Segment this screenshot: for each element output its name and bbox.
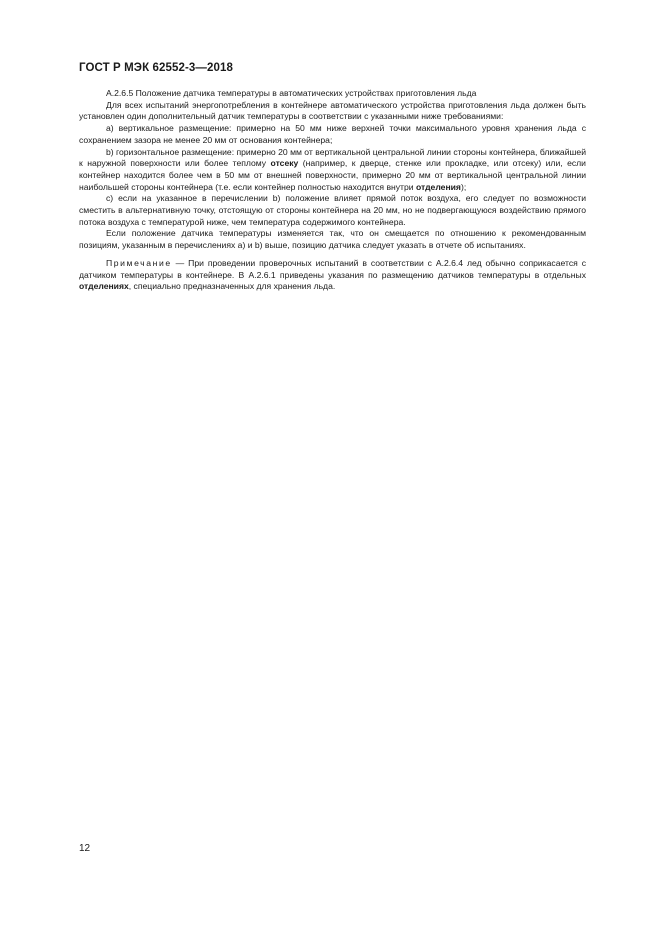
note-text-1: — При проведении проверочных испытаний в соответствии с А.2.6.4 лед обычно соприкасается с датчиком температуры в контейнере. В А.2.6.1 приведены указания по размещению датчиков температуры в отдельных xyxy=(79,257,586,280)
item-c-paragraph: c) если на указанное в перечислении b) положение влияет прямой поток воздуха, его следует по возможности сместить в альтернативную точку, отстоящую от стороны контейнера на 20 мм, но не подвергающуюся воздействию прямого потока воздуха с температурой ниже, чем температура содержимого контейнера. xyxy=(79,193,586,227)
item-b-text-2: (например, к дверце, стенке или прокладке, или отсеку) или, если контейнер находится более чем в 50 мм от внешней поверхности, примерно 20 мм от вертикальной центральной линии наибольшей стороны контейнера (т.е. если контейнер полностью находится внутри xyxy=(79,158,586,192)
item-b-paragraph xyxy=(79,147,586,194)
item-b-bold-1: отсеку xyxy=(270,158,299,169)
note-text-2: , специально предназначенных для хранения льда. xyxy=(128,281,336,292)
document-body xyxy=(79,88,586,293)
page-number: 12 xyxy=(79,843,91,854)
note-bold: отделениях xyxy=(79,281,129,292)
item-a-paragraph: a) вертикальное размещение: примерно на 50 мм ниже верхней точки максимального уровня хранения льда с сохранением зазора не менее 20 мм от основания контейнера; xyxy=(79,123,586,145)
item-b-bold-2: отделения xyxy=(415,181,461,192)
item-b-text-3: ); xyxy=(460,181,467,192)
item-b-text-1: b) горизонтальное размещение: примерно 20 мм от вертикальной центральной линии стороны контейнера, ближайшей к наружной поверхности или более теплому xyxy=(79,146,586,169)
document-header: ГОСТ Р МЭК 62552-3—2018 xyxy=(79,62,233,74)
section-heading: А.2.6.5 Положение датчика температуры в автоматических устройствах приготовления льда xyxy=(106,88,477,98)
intro-paragraph: Для всех испытаний энергопотребления в контейнере автоматического устройства приготовления льда должен быть установлен один дополнительный датчик температуры в соответствии с указанными ниже требованиями: xyxy=(79,99,586,122)
note-label: Примечание xyxy=(106,257,172,268)
note-paragraph xyxy=(79,258,586,293)
position-change-paragraph: Если положение датчика температуры изменяется так, что он смещается по отношению к рекомендованным позициям, указанным в перечислениях a) и b) выше, позицию датчика следует указать в отчете об испытаниях. xyxy=(79,228,586,251)
